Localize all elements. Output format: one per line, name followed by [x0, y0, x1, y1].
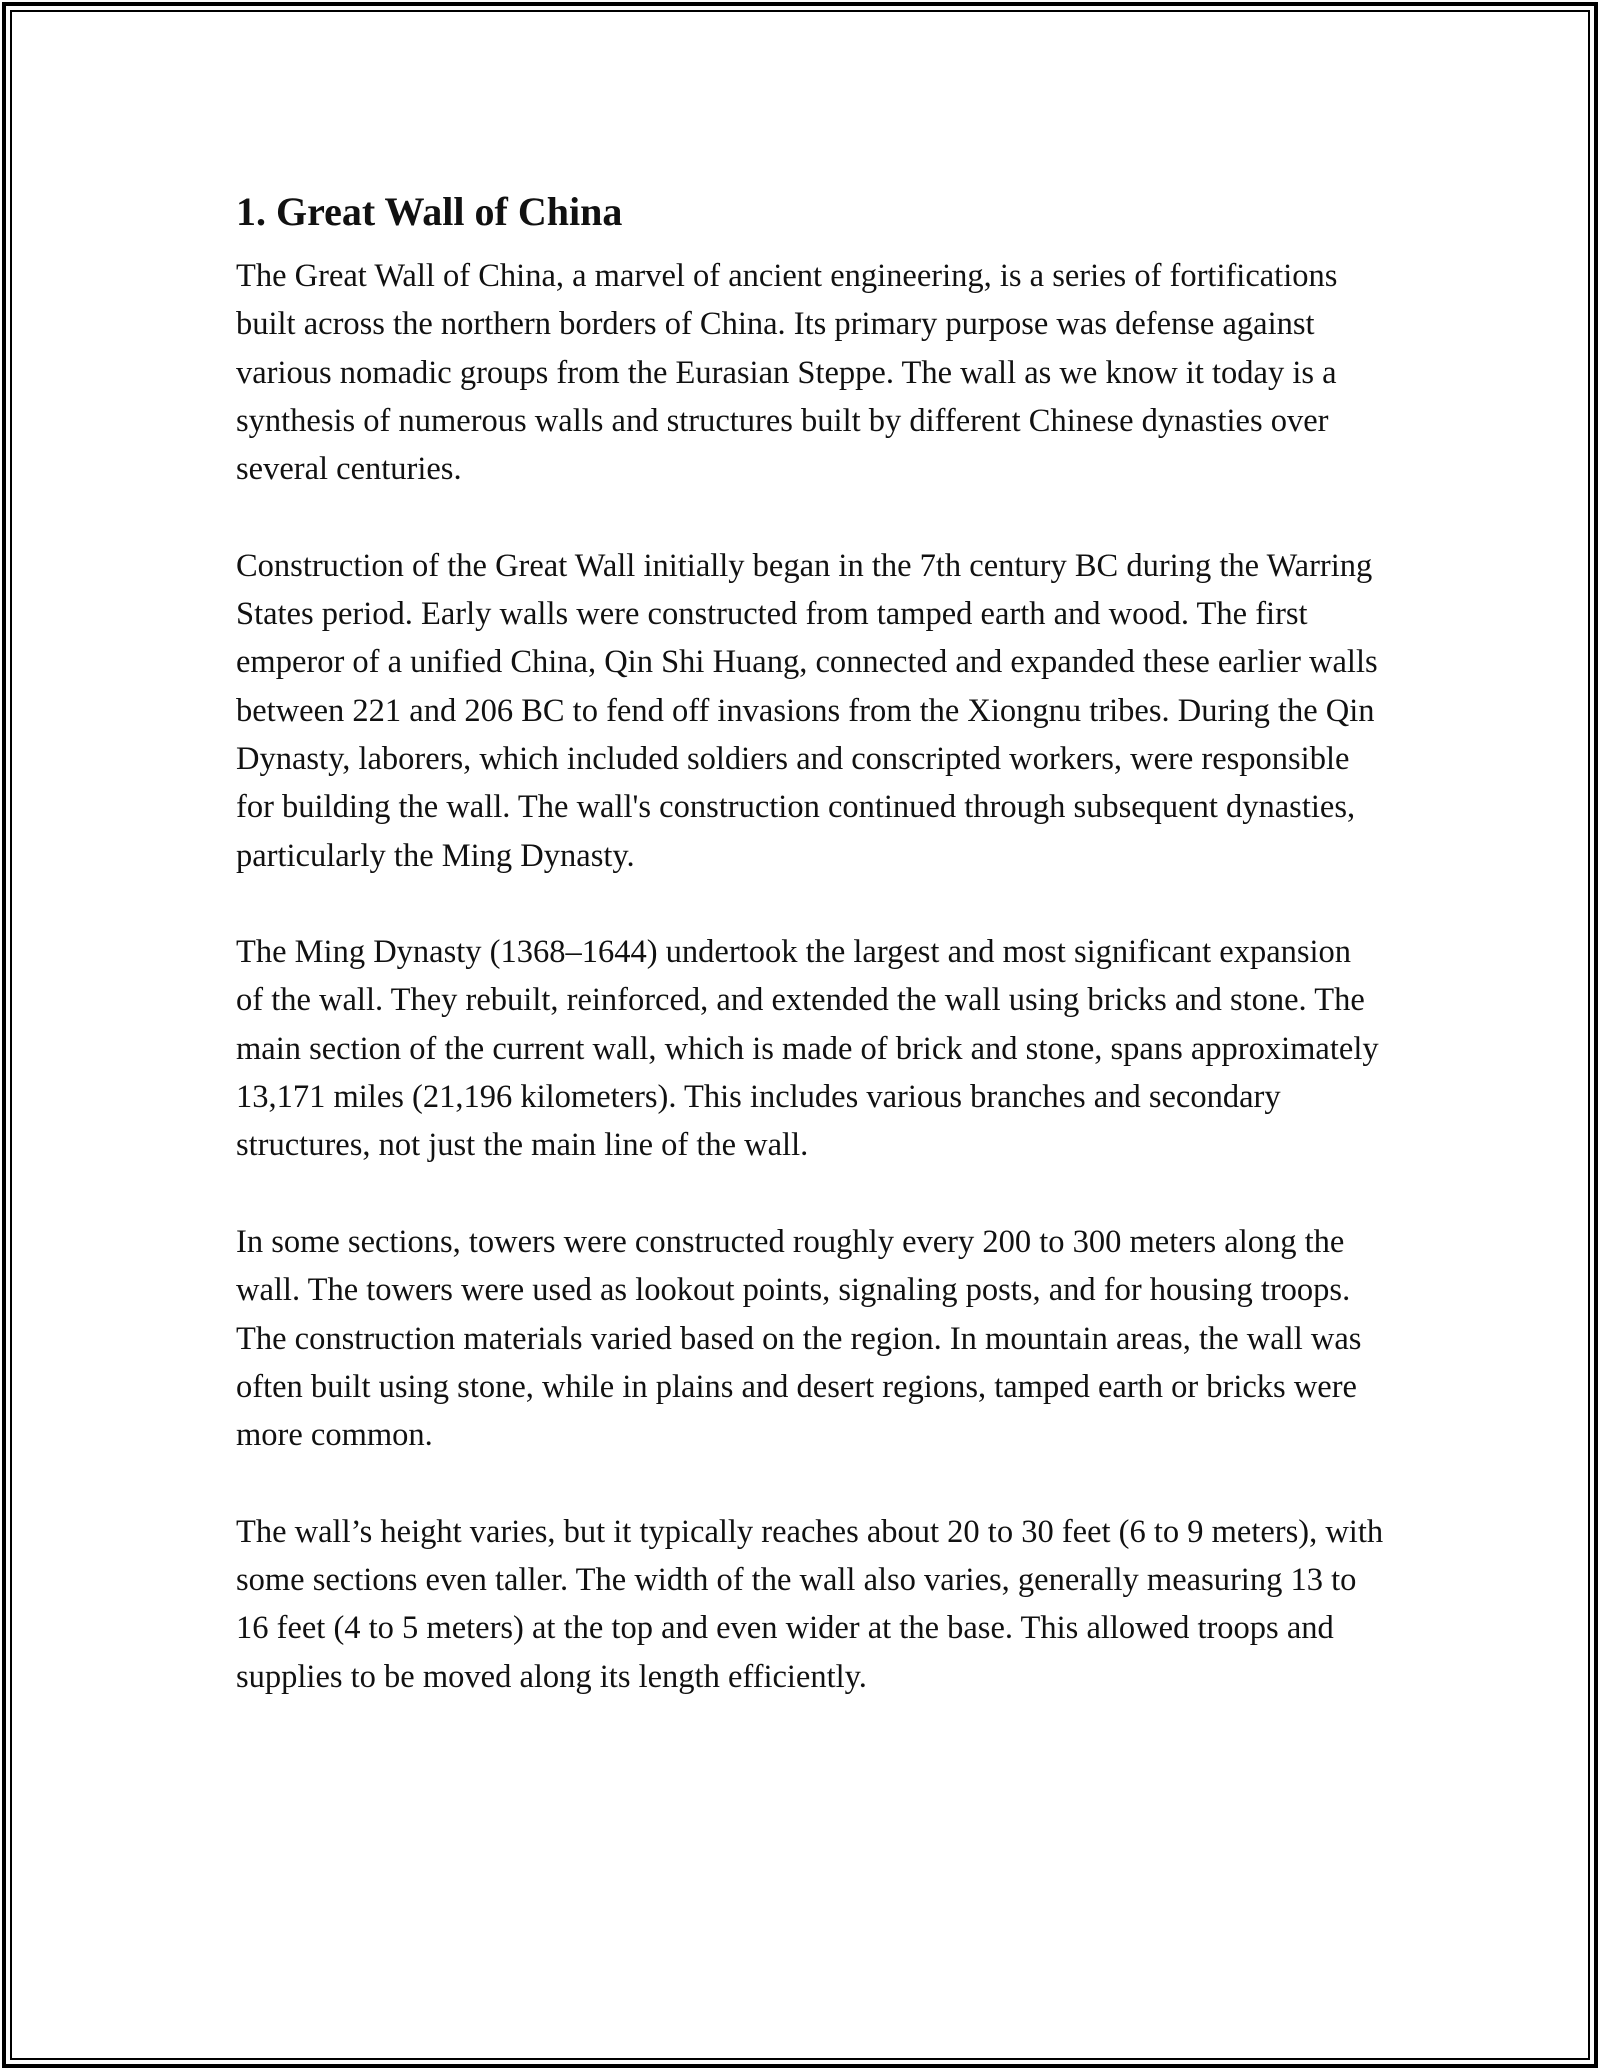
document-title: 1. Great Wall of China	[236, 189, 623, 234]
paragraph-towers: In some sections, towers were constructed roughly every 200 to 300 meters along the wall. The towers were used as lookout points, signaling posts, and for housing troops. The construction materials varied based on the region. In mountain areas, the wall was often built using stone, while in plains and desert regions, tamped earth or bricks were more common.	[236, 1223, 1362, 1454]
document-body	[236, 184, 1386, 1749]
paragraph-construction: Construction of the Great Wall initially began in the 7th century BC during the Warring States period. Early walls were constructed from tamped earth and wood. The first emperor of a unified China, Qin Shi Huang, connected and expanded these earlier walls between 221 and 206 BC to fend off invasions from the Xiongnu tribes. During the Qin Dynasty, laborers, which included soldiers and conscripted workers, were responsible for building the wall. The wall's construction continued through subsequent dynasties, particularly the Ming Dynasty.	[236, 547, 1378, 874]
paragraph-ming-dynasty: The Ming Dynasty (1368–1644) undertook the largest and most significant expansion of the wall. They rebuilt, reinforced, and extended the wall using bricks and stone. The main section of the current wall, which is made of brick and stone, spans approximately 13,171 miles (21,196 kilometers). This includes various branches and secondary structures, not just the main line of the wall.	[236, 934, 1379, 1164]
paragraph-overview: The Great Wall of China, a marvel of ancient engineering, is a series of fortifications built across the northern borders of China. Its primary purpose was defense against various nomadic groups from the Eurasian Steppe. The wall as we know it today is a synthesis of numerous walls and structures built by different Chinese dynasties over several centuries.	[236, 258, 1338, 488]
paragraph-dimensions: The wall’s height varies, but it typically reaches about 20 to 30 feet (6 to 9 meters), with some sections even taller. The width of the wall also varies, generally measuring 13 to 16 feet (4 to 5 meters) at the top and even wider at the base. This allowed troops and supplies to be moved along its length efficiently.	[236, 1513, 1384, 1695]
